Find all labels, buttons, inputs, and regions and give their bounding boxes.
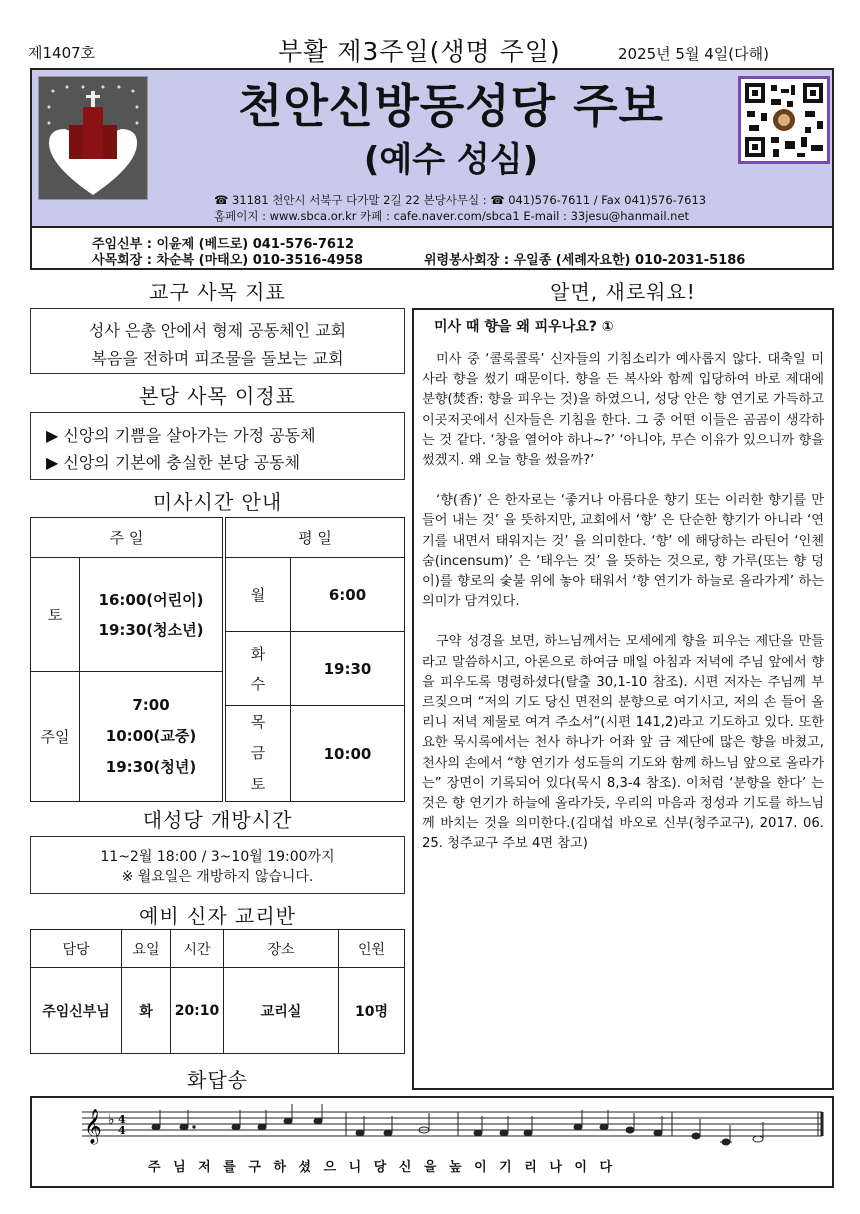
table-header: 인원 [339,930,405,968]
weekday-label: 목 [250,713,266,731]
catechumen-title: 예비 신자 교리반 [139,904,296,928]
table-header: 요일 [122,930,171,968]
mass-time: 19:30(청소년) [98,620,204,639]
diocese-goal-line: 복음을 전하며 피조물을 돌보는 교회 [91,349,344,368]
pastor-info: 주임신부 : 이윤제 (베드로) 041-576-7612 [92,237,355,252]
svg-text:4: 4 [118,1124,126,1137]
sunday-label: 주일 [31,672,80,802]
monday-label: 월 [224,558,291,632]
bulletin-subtitle: (예수 성심) [363,140,539,180]
article-question: 미사 때 향을 왜 피우나요? ① [434,319,614,335]
bulletin-date: 2025년 5월 4일(다해) [618,45,769,63]
weekday-label: 화 [250,644,266,663]
issue-number: 제1407호 [28,44,96,62]
mass-times-title: 미사시간 안내 [152,490,283,514]
table-header: 장소 [224,930,339,968]
sunday-header: 주 일 [31,518,225,558]
table-cell: 교리실 [224,968,339,1054]
table-cell: 화 [122,968,171,1054]
mass-time: 19:30(청년) [105,758,197,776]
table-header: 시간 [171,930,224,968]
catechumen-table [30,929,405,1054]
monday-time: 6:00 [291,558,405,632]
tue-wed-time: 19:30 [291,632,405,706]
bulletin-title: 천안신방동성당 주보 [238,79,664,133]
church-open-hours: 11~2월 18:00 / 3~10월 19:00까지 [100,849,335,865]
svg-text:𝄞: 𝄞 [84,1109,102,1144]
psalm-lyrics: 주 님 저 를 구 하 셨 으 니 당 신 을 높 이 기 리 나 이 다 [148,1160,615,1175]
article-paragraph: 구약 성경을 보면, 하느님께서는 모세에게 향을 피우는 제단을 만들라고 말씀하시고, 아론으로 하여금 매일 아침과 저녁에 주님 앞에서 향을 피우도록 명령하셨다(탈출 30,1-10 참조). 시편 저자는 주님께 부르짖으며 “저의 기도 당신 면전의 분향으로 여기시고, 저의 손 들어 올리니 저녁 제물로 여겨 주소서”(시편 141,2)라고 기도하고 있다. 또한 요한 묵시록에서는 천사 하나가 어좌 앞 금 제단에 많은 향을 바쳤고, 천사의 손에서 “향 연기가 성도들의 기도와 함께 하느님 앞으로 올라가는” 장면이 기록되어 있다(묵시 8,3-4 참조). 이처럼 ‘분향을 한다’ 는 것은 향 연기가 하늘에 올라가듯, 우리의 마음과 정성과 기도를 하느님께 바치는 것을 의미한다.(김대섭 바오로 신부(청주교구), 2017. 06. 25. 청주교구 주보 4면 참고) [422,634,824,852]
table-cell: 주임신부님 [31,968,122,1054]
church-closed-note: ※ 월요일은 개방하지 않습니다. [121,869,314,885]
mass-time: 7:00 [132,696,170,714]
weekday-label: 토 [250,775,266,793]
mass-time: 10:00(교중) [105,727,197,745]
mass-time: 16:00(어린이) [98,590,204,609]
diocese-goal-line: 성사 은총 안에서 형제 공동체인 교회 [88,321,347,340]
svg-text:♭: ♭ [108,1112,115,1128]
parish-milestone-title: 본당 사목 이정표 [139,384,296,408]
thu-fri-sat-time: 10:00 [291,706,405,802]
parish-address: ☎ 31181 천안시 서북구 다가말 2길 22 본당사무실 : ☎ 041)576-7611 / Fax 041)576-7613 [214,193,707,207]
table-cell: 20:10 [171,968,224,1054]
saturday-label: 토 [31,558,80,672]
weekday-label: 수 [250,674,266,693]
saturday-times [80,558,225,672]
diocese-goal-title: 교구 사목 지표 [149,280,286,304]
liturgical-week: 부활 제3주일(생명 주일) [278,37,561,66]
psalm-title: 화답송 [187,1068,248,1092]
church-open-title: 대성당 개방시간 [142,808,293,832]
volunteer-head-info: 위령봉사회장 : 우일종 (세례자요한) 010-2031-5186 [424,253,746,268]
sunday-times [80,672,225,802]
mass-times-table [30,517,405,802]
qr-code[interactable] [738,76,830,164]
article-body [422,350,824,875]
church-logo [38,76,148,200]
parish-contacts: 홈페이지 : www.sbca.or.kr 카페 : cafe.naver.com/sbca1 E-mail : 33jesu@hanmail.net [214,209,690,223]
thu-fri-sat-label [224,706,291,802]
article-paragraph: ‘향(香)’ 은 한자로는 ‘좋거나 아름다운 향기 또는 이러한 향기를 만들어 내는 것’ 을 뜻하지만, 교회에서 ‘향’ 은 단순한 향기가 아니라 ‘연기를 내면서 태워지는 것’ 을 의미한다. ‘향’ 에 해당하는 라틴어 ‘인첸숨(incensum)’ 은 ‘태우는 것’ 을 뜻하는 것으로, 향 가루(또는 향 덩이)를 향로의 숯불 위에 놓아 태워서 ‘향 연기가 하늘로 올라가게’ 하는 의미가 담겨있다. [422,493,824,610]
council-president-info: 사목회장 : 차순복 (마태오) 010-3516-4958 [92,253,364,268]
table-cell: 10명 [339,968,405,1054]
article-paragraph: 미사 중 ‘콜록콜록’ 신자들의 기침소리가 예사롭지 않다. 대축일 미사라 향을 썼기 때문이다. 향을 든 복사와 함께 입당하여 바로 제대에 분향(焚香: 향을 피우는 것)을 하였으니, 성당 안은 향 연기로 가득하고 이곳저곳에서 신자들은 기침을 한다. 그 중 어떤 이들은 곰곰이 생각하는 것 같다. ‘창을 열어야 하나~?’ ‘아니야, 무슨 이유가 있으니까 향을 썼겠지. 왜 오늘 향을 썼을까?’ [422,352,824,469]
weekday-label: 금 [250,744,266,762]
parish-milestone-item: ▶ 신앙의 기쁨을 살아가는 가정 공동체 [46,426,316,445]
svg-text:4: 4 [118,1113,126,1126]
tue-wed-label [224,632,291,706]
weekday-header: 평 일 [224,518,405,558]
table-header: 담당 [31,930,122,968]
column-title: 알면, 새로워요! [550,280,696,304]
parish-milestone-item: ▶ 신앙의 기본에 충실한 본당 공동체 [46,453,301,472]
